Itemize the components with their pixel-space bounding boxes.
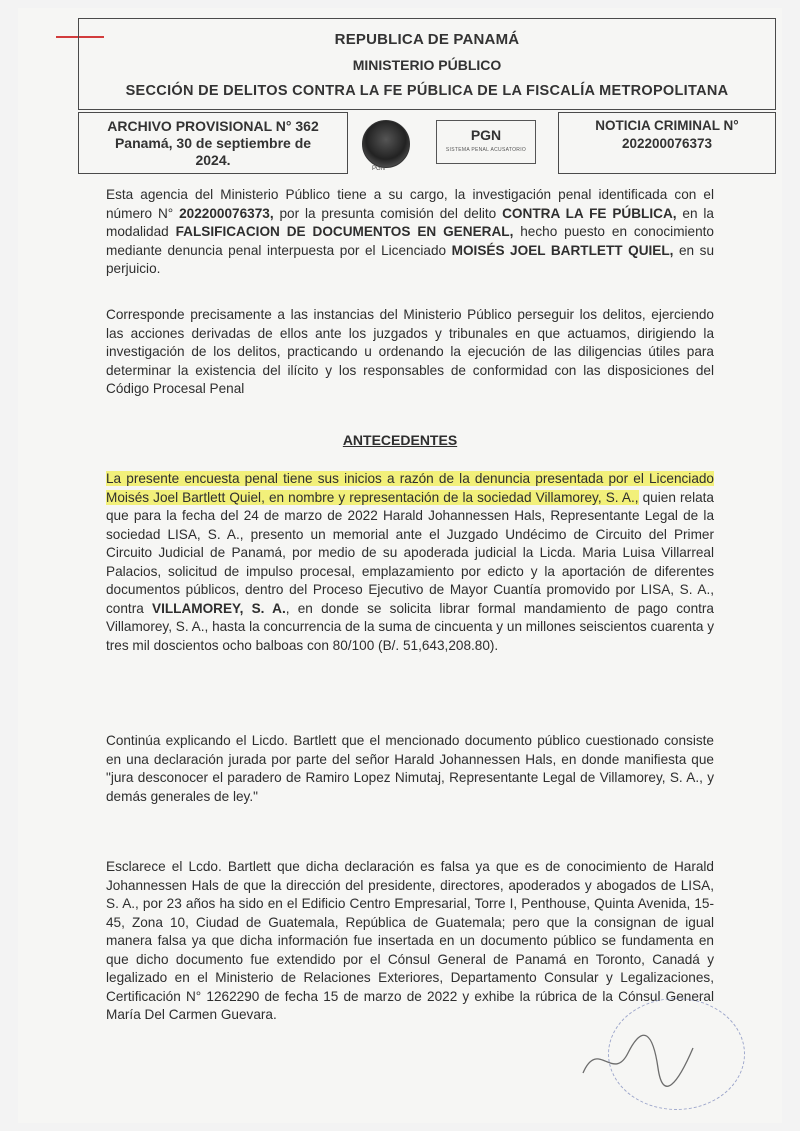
institution-logos bbox=[358, 116, 548, 171]
paragraph-competence: Corresponde precisamente a las instancias del Ministerio Público perseguir los delitos, ejerciendo las acciones derivadas de ellos ante los juzgados y tribunales en que actuamos, dirigiendo la investigación de los delitos, practicando u ordenando la ejecución de las diligencias útiles para determinar la existencia del ilícito y los responsables de conformidad con las disposiciones del Código Procesal Penal bbox=[106, 307, 714, 396]
paragraph-intro: Esta agencia del Ministerio Público tiene a su cargo, la investigación penal identificada con el número N° 202200076373, por la presunta comisión del delito CONTRA LA FE PÚBLICA, en la modalidad FALSIFICACION DE DOCUMENTOS EN GENERAL, hecho puesto en conocimiento mediante denuncia penal interpuesta por el Licenciado MOISÉS JOEL BARTLETT QUIEL, en su perjuicio. bbox=[106, 187, 715, 276]
archivo-year: 2024. bbox=[195, 152, 231, 168]
header-country: REPUBLICA DE PANAMÁ bbox=[334, 31, 520, 48]
national-seal-icon bbox=[362, 120, 410, 168]
archivo-box bbox=[78, 112, 348, 174]
archivo-number: ARCHIVO PROVISIONAL N° 362 bbox=[107, 118, 319, 134]
section-heading-antecedentes: ANTECEDENTES bbox=[342, 432, 458, 448]
document-page bbox=[18, 8, 782, 1123]
paragraph-clarification: Esclarece el Lcdo. Bartlett que dicha declaración es falsa ya que es de conocimiento de Harald Johannessen Hals de que la dirección del presidente, directores, apoderados y abogados de LISA, S. A., por 23 años ha sido en el Edificio Centro Empresarial, Torre I, Penthouse, Quinta Avenida, 15-45, Zona 10, Ciudad de Guatemala, República de Guatemala; pero que la consignan de igual manera falsa ya que dicha información fue insertada en un documento público se fundamenta en que dicho documento fue extendido por el Cónsul General de Panamá en Toronto, Canadá y legalizado en el Ministerio de Relaciones Exteriores, Departamento Consular y Legalizaciones, Certificación N° 1262290 de fecha 15 de marzo de 2022 y exhibe la rúbrica de la Cónsul General María Del Carmen Guevara. bbox=[106, 859, 714, 1022]
highlighted-text: La presente encuesta penal tiene sus inicios a razón de la denuncia presentada por el Licenciado Moisés Joel Bartlett Quiel, en nombre y representación de la sociedad Villamorey, S. A., bbox=[106, 471, 714, 505]
pgn-text: PGN bbox=[470, 127, 502, 143]
handwritten-signature bbox=[578, 1028, 698, 1088]
noticia-label: NOTICIA CRIMINAL N° bbox=[595, 118, 739, 133]
header-section: SECCIÓN DE DELITOS CONTRA LA FE PÚBLICA DE LA FISCALÍA METROPOLITANA bbox=[125, 83, 729, 99]
archivo-date: Panamá, 30 de septiembre de bbox=[114, 135, 312, 151]
header-ministry: MINISTERIO PÚBLICO bbox=[352, 57, 502, 73]
paragraph-antecedentes: La presente encuesta penal tiene sus inicios a razón de la denuncia presentada por el Licenciado Moisés Joel Bartlett Quiel, en nombre y representación de la sociedad Villamorey, S. A., quien relata que para la fecha del 24 de marzo de 2022 Harald Johannessen Hals, Representante Legal de la sociedad LISA, S. A., presento un memorial ante el Juzgado Undécimo de Circuito del Primer Circuito Judicial de Panamá, por medio de su apoderada judicial la Licda. Maria Luisa Villarreal Palacios, solicitud de impulso procesal, emplazamiento por edicto y la aportación de diferentes documentos públicos, dentro del Proceso Ejecutivo de Mayor Cuantía promovido por LISA, S. A., contra VILLAMOREY, S. A., en donde se solicita librar formal mandamiento de pago contra Villamorey, S. A., hasta la concurrencia de la suma de cincuenta y un millones seiscientos cuarenta y tres mil doscientos ocho balboas con 80/100 (B/. 51,643,208.80). bbox=[106, 471, 714, 653]
pgn-logo bbox=[436, 120, 536, 164]
noticia-number: 202200076373 bbox=[621, 136, 713, 151]
noticia-criminal-box bbox=[558, 112, 776, 174]
document-header bbox=[78, 18, 776, 110]
pgn-subtitle: SISTEMA PENAL ACUSATORIO bbox=[445, 147, 527, 153]
paragraph-declaration: Continúa explicando el Licdo. Bartlett que el mencionado documento público cuestionado consiste en una declaración jurada por parte del señor Harald Johannessen Hals, en donde manifiesta que "jura desconocer el paradero de Ramiro Lopez Nimutaj, Representante Legal de Villamorey, S. A., y demás generales de ley." bbox=[106, 733, 714, 804]
seal-label: PGN bbox=[372, 166, 386, 172]
